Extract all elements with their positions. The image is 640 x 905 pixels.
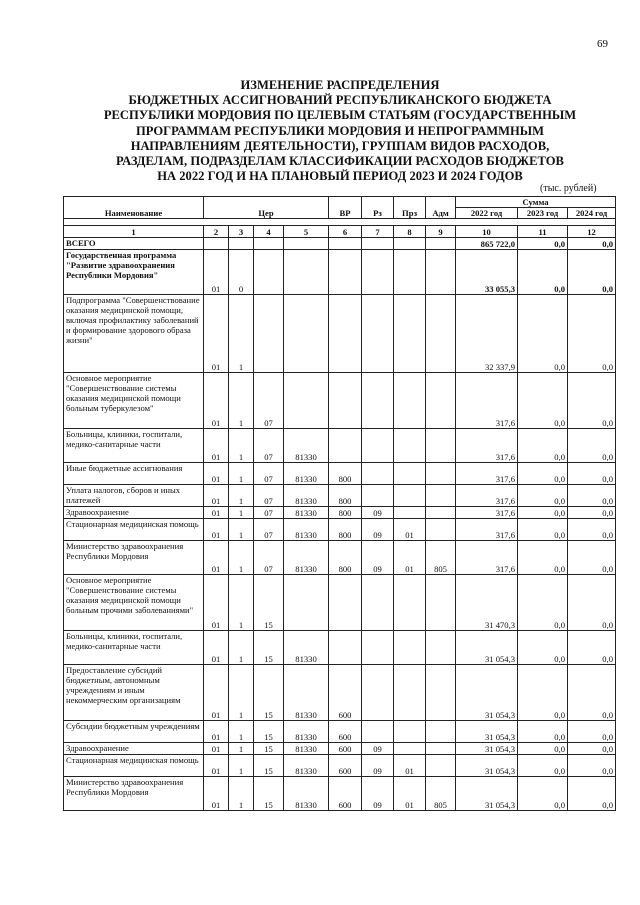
vr-code bbox=[329, 631, 362, 665]
cer-code-program: 01 bbox=[204, 743, 229, 755]
table-row bbox=[64, 541, 616, 575]
vr-code: 600 bbox=[329, 743, 362, 755]
cer-code-program: 01 bbox=[204, 485, 229, 507]
prz-code: 01 bbox=[394, 755, 426, 777]
prz-code bbox=[394, 373, 426, 429]
amount-2022: 32 337,9 bbox=[456, 295, 518, 373]
rz-code bbox=[362, 238, 394, 250]
cer-code-subprogram: 1 bbox=[229, 485, 254, 507]
amount-2024: 0,0 bbox=[568, 238, 616, 250]
amount-2023: 0,0 bbox=[518, 541, 568, 575]
amount-2022: 31 470,3 bbox=[456, 575, 518, 631]
cer-code-subprogram: 1 bbox=[229, 295, 254, 373]
prz-code bbox=[394, 485, 426, 507]
prz-code bbox=[394, 238, 426, 250]
column-number: 3 bbox=[229, 226, 254, 238]
amount-2024: 0,0 bbox=[568, 743, 616, 755]
cer-code-event: 15 bbox=[254, 721, 284, 743]
vr-code bbox=[329, 250, 362, 295]
amount-2024: 0,0 bbox=[568, 507, 616, 519]
amount-2023: 0,0 bbox=[518, 485, 568, 507]
cer-code-direction: 81330 bbox=[284, 463, 329, 485]
row-name: Государственная программа "Развитие здравоохранения Республики Мордовия" bbox=[64, 250, 204, 295]
table-row bbox=[64, 429, 616, 463]
header-sum: Сумма bbox=[456, 197, 616, 208]
cer-code-direction: 81330 bbox=[284, 429, 329, 463]
amount-2023: 0,0 bbox=[518, 721, 568, 743]
vr-code bbox=[329, 238, 362, 250]
header-rz: Рз bbox=[362, 197, 394, 219]
table-row bbox=[64, 777, 616, 811]
cer-code-program: 01 bbox=[204, 777, 229, 811]
table-row bbox=[64, 507, 616, 519]
amount-2022: 33 055,3 bbox=[456, 250, 518, 295]
vr-code: 800 bbox=[329, 519, 362, 541]
row-name: ВСЕГО bbox=[64, 238, 204, 250]
amount-2024: 0,0 bbox=[568, 373, 616, 429]
table-row bbox=[64, 373, 616, 429]
prz-code bbox=[394, 575, 426, 631]
cer-code-subprogram: 1 bbox=[229, 665, 254, 721]
amount-2024: 0,0 bbox=[568, 665, 616, 721]
row-name: Уплата налогов, сборов и иных платежей bbox=[64, 485, 204, 507]
cer-code-subprogram: 1 bbox=[229, 777, 254, 811]
cer-code-direction: 81330 bbox=[284, 519, 329, 541]
table-row bbox=[64, 519, 616, 541]
cer-code-direction: 81330 bbox=[284, 541, 329, 575]
table-row bbox=[64, 755, 616, 777]
table-row bbox=[64, 575, 616, 631]
amount-2022: 31 054,3 bbox=[456, 743, 518, 755]
adm-code bbox=[426, 721, 456, 743]
amount-2024: 0,0 bbox=[568, 755, 616, 777]
column-number: 1 bbox=[64, 226, 204, 238]
amount-2023: 0,0 bbox=[518, 743, 568, 755]
table-row bbox=[64, 665, 616, 721]
vr-code: 600 bbox=[329, 777, 362, 811]
row-name: Подпрограмма "Совершенствование оказания медицинской помощи, включая профилактику заболеваний и формирование здорового образа жизни" bbox=[64, 295, 204, 373]
adm-code bbox=[426, 743, 456, 755]
cer-code-program: 01 bbox=[204, 755, 229, 777]
amount-2023: 0,0 bbox=[518, 238, 568, 250]
adm-code bbox=[426, 295, 456, 373]
cer-code-event: 15 bbox=[254, 665, 284, 721]
amount-2024: 0,0 bbox=[568, 250, 616, 295]
row-name: Больницы, клиники, госпитали, медико-санитарные части bbox=[64, 631, 204, 665]
prz-code: 01 bbox=[394, 519, 426, 541]
amount-2024: 0,0 bbox=[568, 575, 616, 631]
row-name: Основное мероприятие "Совершенствование системы оказания медицинской помощи больным туберкулезом" bbox=[64, 373, 204, 429]
cer-code-event: 07 bbox=[254, 541, 284, 575]
amount-2023: 0,0 bbox=[518, 777, 568, 811]
adm-code bbox=[426, 507, 456, 519]
table-row bbox=[64, 631, 616, 665]
cer-code-event: 15 bbox=[254, 755, 284, 777]
column-number: 6 bbox=[329, 226, 362, 238]
cer-code-event: 07 bbox=[254, 507, 284, 519]
header-2023: 2023 год bbox=[518, 208, 568, 219]
amount-2024: 0,0 bbox=[568, 631, 616, 665]
cer-code-direction: 81330 bbox=[284, 777, 329, 811]
vr-code bbox=[329, 295, 362, 373]
prz-code bbox=[394, 250, 426, 295]
row-name: Предоставление субсидий бюджетным, автономным учреждениям и иным некоммерческим организациям bbox=[64, 665, 204, 721]
rz-code bbox=[362, 295, 394, 373]
amount-2022: 317,6 bbox=[456, 463, 518, 485]
cer-code-direction bbox=[284, 250, 329, 295]
adm-code: 805 bbox=[426, 541, 456, 575]
prz-code bbox=[394, 463, 426, 485]
cer-code-event: 15 bbox=[254, 631, 284, 665]
table-row bbox=[64, 721, 616, 743]
cer-code-program: 01 bbox=[204, 721, 229, 743]
cer-code-subprogram: 1 bbox=[229, 541, 254, 575]
header-spacer bbox=[64, 219, 616, 226]
cer-code-direction: 81330 bbox=[284, 743, 329, 755]
amount-2024: 0,0 bbox=[568, 519, 616, 541]
column-number: 4 bbox=[254, 226, 284, 238]
row-name: Основное мероприятие "Совершенствование системы оказания медицинской помощи больным прочими заболеваниями" bbox=[64, 575, 204, 631]
rz-code bbox=[362, 631, 394, 665]
vr-code bbox=[329, 575, 362, 631]
rz-code bbox=[362, 463, 394, 485]
vr-code bbox=[329, 429, 362, 463]
rz-code: 09 bbox=[362, 519, 394, 541]
vr-code: 600 bbox=[329, 721, 362, 743]
title-line: РЕСПУБЛИКИ МОРДОВИЯ ПО ЦЕЛЕВЫМ СТАТЬЯМ (ГОСУДАРСТВЕННЫМ bbox=[103, 108, 577, 123]
title-line: ПРОГРАММАМ РЕСПУБЛИКИ МОРДОВИЯ И НЕПРОГРАММНЫМ bbox=[135, 123, 545, 138]
row-name: Министерство здравоохранения Республики Мордовия bbox=[64, 541, 204, 575]
amount-2024: 0,0 bbox=[568, 485, 616, 507]
cer-code-direction bbox=[284, 575, 329, 631]
units-label: (тыс. рублей) bbox=[540, 183, 597, 194]
rz-code bbox=[362, 721, 394, 743]
adm-code bbox=[426, 238, 456, 250]
column-number: 2 bbox=[204, 226, 229, 238]
rz-code: 09 bbox=[362, 777, 394, 811]
cer-code-program: 01 bbox=[204, 429, 229, 463]
cer-code-event: 07 bbox=[254, 485, 284, 507]
row-name: Субсидии бюджетным учреждениям bbox=[64, 721, 204, 743]
amount-2023: 0,0 bbox=[518, 295, 568, 373]
rz-code bbox=[362, 485, 394, 507]
column-number: 11 bbox=[518, 226, 568, 238]
cer-code-direction: 81330 bbox=[284, 631, 329, 665]
rz-code bbox=[362, 429, 394, 463]
amount-2023: 0,0 bbox=[518, 575, 568, 631]
cer-code-subprogram: 1 bbox=[229, 429, 254, 463]
adm-code bbox=[426, 485, 456, 507]
cer-code-program: 01 bbox=[204, 295, 229, 373]
header-adm: Адм bbox=[426, 197, 456, 219]
title-line: РАЗДЕЛАМ, ПОДРАЗДЕЛАМ КЛАССИФИКАЦИИ РАСХОДОВ БЮДЖЕТОВ bbox=[116, 154, 564, 169]
table-row bbox=[64, 238, 616, 250]
cer-code-program: 01 bbox=[204, 519, 229, 541]
cer-code-event bbox=[254, 295, 284, 373]
adm-code bbox=[426, 519, 456, 541]
vr-code: 600 bbox=[329, 755, 362, 777]
column-number: 10 bbox=[456, 226, 518, 238]
prz-code bbox=[394, 665, 426, 721]
table-row bbox=[64, 295, 616, 373]
amount-2022: 317,6 bbox=[456, 519, 518, 541]
cer-code-direction: 81330 bbox=[284, 755, 329, 777]
adm-code bbox=[426, 755, 456, 777]
amount-2022: 865 722,0 bbox=[456, 238, 518, 250]
prz-code bbox=[394, 295, 426, 373]
header-name: Наименование bbox=[64, 197, 204, 219]
amount-2022: 317,6 bbox=[456, 507, 518, 519]
prz-code: 01 bbox=[394, 541, 426, 575]
cer-code-subprogram: 1 bbox=[229, 755, 254, 777]
row-name: Министерство здравоохранения Республики Мордовия bbox=[64, 777, 204, 811]
amount-2023: 0,0 bbox=[518, 519, 568, 541]
amount-2022: 31 054,3 bbox=[456, 777, 518, 811]
table-row bbox=[64, 250, 616, 295]
adm-code bbox=[426, 373, 456, 429]
adm-code bbox=[426, 665, 456, 721]
cer-code-direction: 81330 bbox=[284, 485, 329, 507]
amount-2022: 31 054,3 bbox=[456, 721, 518, 743]
cer-code-subprogram: 1 bbox=[229, 631, 254, 665]
amount-2024: 0,0 bbox=[568, 295, 616, 373]
cer-code-direction bbox=[284, 373, 329, 429]
column-number: 8 bbox=[394, 226, 426, 238]
column-number: 5 bbox=[284, 226, 329, 238]
amount-2024: 0,0 bbox=[568, 463, 616, 485]
prz-code bbox=[394, 743, 426, 755]
rz-code: 09 bbox=[362, 541, 394, 575]
cer-code-direction bbox=[284, 295, 329, 373]
cer-code-event: 07 bbox=[254, 519, 284, 541]
header-2022: 2022 год bbox=[456, 208, 518, 219]
cer-code-event: 07 bbox=[254, 463, 284, 485]
adm-code bbox=[426, 631, 456, 665]
cer-code-subprogram: 1 bbox=[229, 373, 254, 429]
amount-2023: 0,0 bbox=[518, 373, 568, 429]
cer-code-event: 07 bbox=[254, 373, 284, 429]
column-number: 9 bbox=[426, 226, 456, 238]
amount-2022: 31 054,3 bbox=[456, 631, 518, 665]
prz-code bbox=[394, 507, 426, 519]
title-line: НАПРАВЛЕНИЯМ ДЕЯТЕЛЬНОСТИ), ГРУППАМ ВИДОВ РАСХОДОВ, bbox=[130, 138, 550, 153]
column-number-row bbox=[64, 226, 616, 238]
rz-code bbox=[362, 665, 394, 721]
header-2024: 2024 год bbox=[568, 208, 616, 219]
amount-2023: 0,0 bbox=[518, 507, 568, 519]
rz-code: 09 bbox=[362, 743, 394, 755]
cer-code-subprogram bbox=[229, 238, 254, 250]
cer-code-program: 01 bbox=[204, 250, 229, 295]
cer-code-event: 15 bbox=[254, 743, 284, 755]
amount-2023: 0,0 bbox=[518, 429, 568, 463]
table-row bbox=[64, 743, 616, 755]
row-name: Здравоохранение bbox=[64, 507, 204, 519]
prz-code bbox=[394, 429, 426, 463]
rz-code: 09 bbox=[362, 755, 394, 777]
cer-code-program: 01 bbox=[204, 575, 229, 631]
cer-code-program: 01 bbox=[204, 373, 229, 429]
cer-code-subprogram: 1 bbox=[229, 519, 254, 541]
cer-code-direction: 81330 bbox=[284, 721, 329, 743]
prz-code: 01 bbox=[394, 777, 426, 811]
cer-code-program: 01 bbox=[204, 463, 229, 485]
adm-code: 805 bbox=[426, 777, 456, 811]
vr-code bbox=[329, 373, 362, 429]
amount-2022: 317,6 bbox=[456, 541, 518, 575]
column-number: 7 bbox=[362, 226, 394, 238]
cer-code-subprogram: 1 bbox=[229, 743, 254, 755]
budget-table bbox=[63, 196, 616, 811]
column-number: 12 bbox=[568, 226, 616, 238]
document-title bbox=[60, 78, 620, 184]
title-line: БЮДЖЕТНЫХ АССИГНОВАНИЙ РЕСПУБЛИКАНСКОГО БЮДЖЕТА bbox=[128, 93, 552, 108]
cer-code-event bbox=[254, 238, 284, 250]
adm-code bbox=[426, 463, 456, 485]
cer-code-program: 01 bbox=[204, 631, 229, 665]
adm-code bbox=[426, 429, 456, 463]
cer-code-program: 01 bbox=[204, 541, 229, 575]
amount-2022: 317,6 bbox=[456, 485, 518, 507]
amount-2022: 31 054,3 bbox=[456, 665, 518, 721]
amount-2023: 0,0 bbox=[518, 665, 568, 721]
header-vr: ВР bbox=[329, 197, 362, 219]
cer-code-event bbox=[254, 250, 284, 295]
amount-2024: 0,0 bbox=[568, 541, 616, 575]
row-name: Стационарная медицинская помощь bbox=[64, 755, 204, 777]
page-number: 69 bbox=[597, 38, 608, 50]
cer-code-direction: 81330 bbox=[284, 507, 329, 519]
amount-2022: 317,6 bbox=[456, 373, 518, 429]
vr-code: 800 bbox=[329, 541, 362, 575]
title-line: ИЗМЕНЕНИЕ РАСПРЕДЕЛЕНИЯ bbox=[240, 78, 440, 92]
cer-code-direction bbox=[284, 238, 329, 250]
amount-2024: 0,0 bbox=[568, 777, 616, 811]
cer-code-subprogram: 1 bbox=[229, 575, 254, 631]
header-prz: Прз bbox=[394, 197, 426, 219]
vr-code: 800 bbox=[329, 507, 362, 519]
cer-code-program bbox=[204, 238, 229, 250]
vr-code: 800 bbox=[329, 463, 362, 485]
amount-2022: 317,6 bbox=[456, 429, 518, 463]
rz-code bbox=[362, 575, 394, 631]
row-name: Здравоохранение bbox=[64, 743, 204, 755]
row-name: Больницы, клиники, госпитали, медико-санитарные части bbox=[64, 429, 204, 463]
rz-code bbox=[362, 250, 394, 295]
cer-code-event: 15 bbox=[254, 575, 284, 631]
amount-2023: 0,0 bbox=[518, 250, 568, 295]
vr-code: 600 bbox=[329, 665, 362, 721]
adm-code bbox=[426, 250, 456, 295]
rz-code bbox=[362, 373, 394, 429]
table-row bbox=[64, 463, 616, 485]
cer-code-program: 01 bbox=[204, 507, 229, 519]
cer-code-subprogram: 1 bbox=[229, 507, 254, 519]
row-name: Стационарная медицинская помощь bbox=[64, 519, 204, 541]
cer-code-subprogram: 1 bbox=[229, 721, 254, 743]
header-cer: Цер bbox=[204, 197, 329, 219]
amount-2023: 0,0 bbox=[518, 631, 568, 665]
table-row bbox=[64, 485, 616, 507]
cer-code-direction: 81330 bbox=[284, 665, 329, 721]
cer-code-event: 07 bbox=[254, 429, 284, 463]
vr-code: 800 bbox=[329, 485, 362, 507]
cer-code-program: 01 bbox=[204, 665, 229, 721]
prz-code bbox=[394, 631, 426, 665]
cer-code-subprogram: 1 bbox=[229, 463, 254, 485]
amount-2023: 0,0 bbox=[518, 463, 568, 485]
cer-code-event: 15 bbox=[254, 777, 284, 811]
adm-code bbox=[426, 575, 456, 631]
amount-2023: 0,0 bbox=[518, 755, 568, 777]
amount-2022: 31 054,3 bbox=[456, 755, 518, 777]
amount-2024: 0,0 bbox=[568, 429, 616, 463]
title-line: НА 2022 ГОД И НА ПЛАНОВЫЙ ПЕРИОД 2023 И 2024 ГОДОВ bbox=[157, 169, 523, 184]
row-name: Иные бюджетные ассигнования bbox=[64, 463, 204, 485]
prz-code bbox=[394, 721, 426, 743]
rz-code: 09 bbox=[362, 507, 394, 519]
amount-2024: 0,0 bbox=[568, 721, 616, 743]
cer-code-subprogram: 0 bbox=[229, 250, 254, 295]
